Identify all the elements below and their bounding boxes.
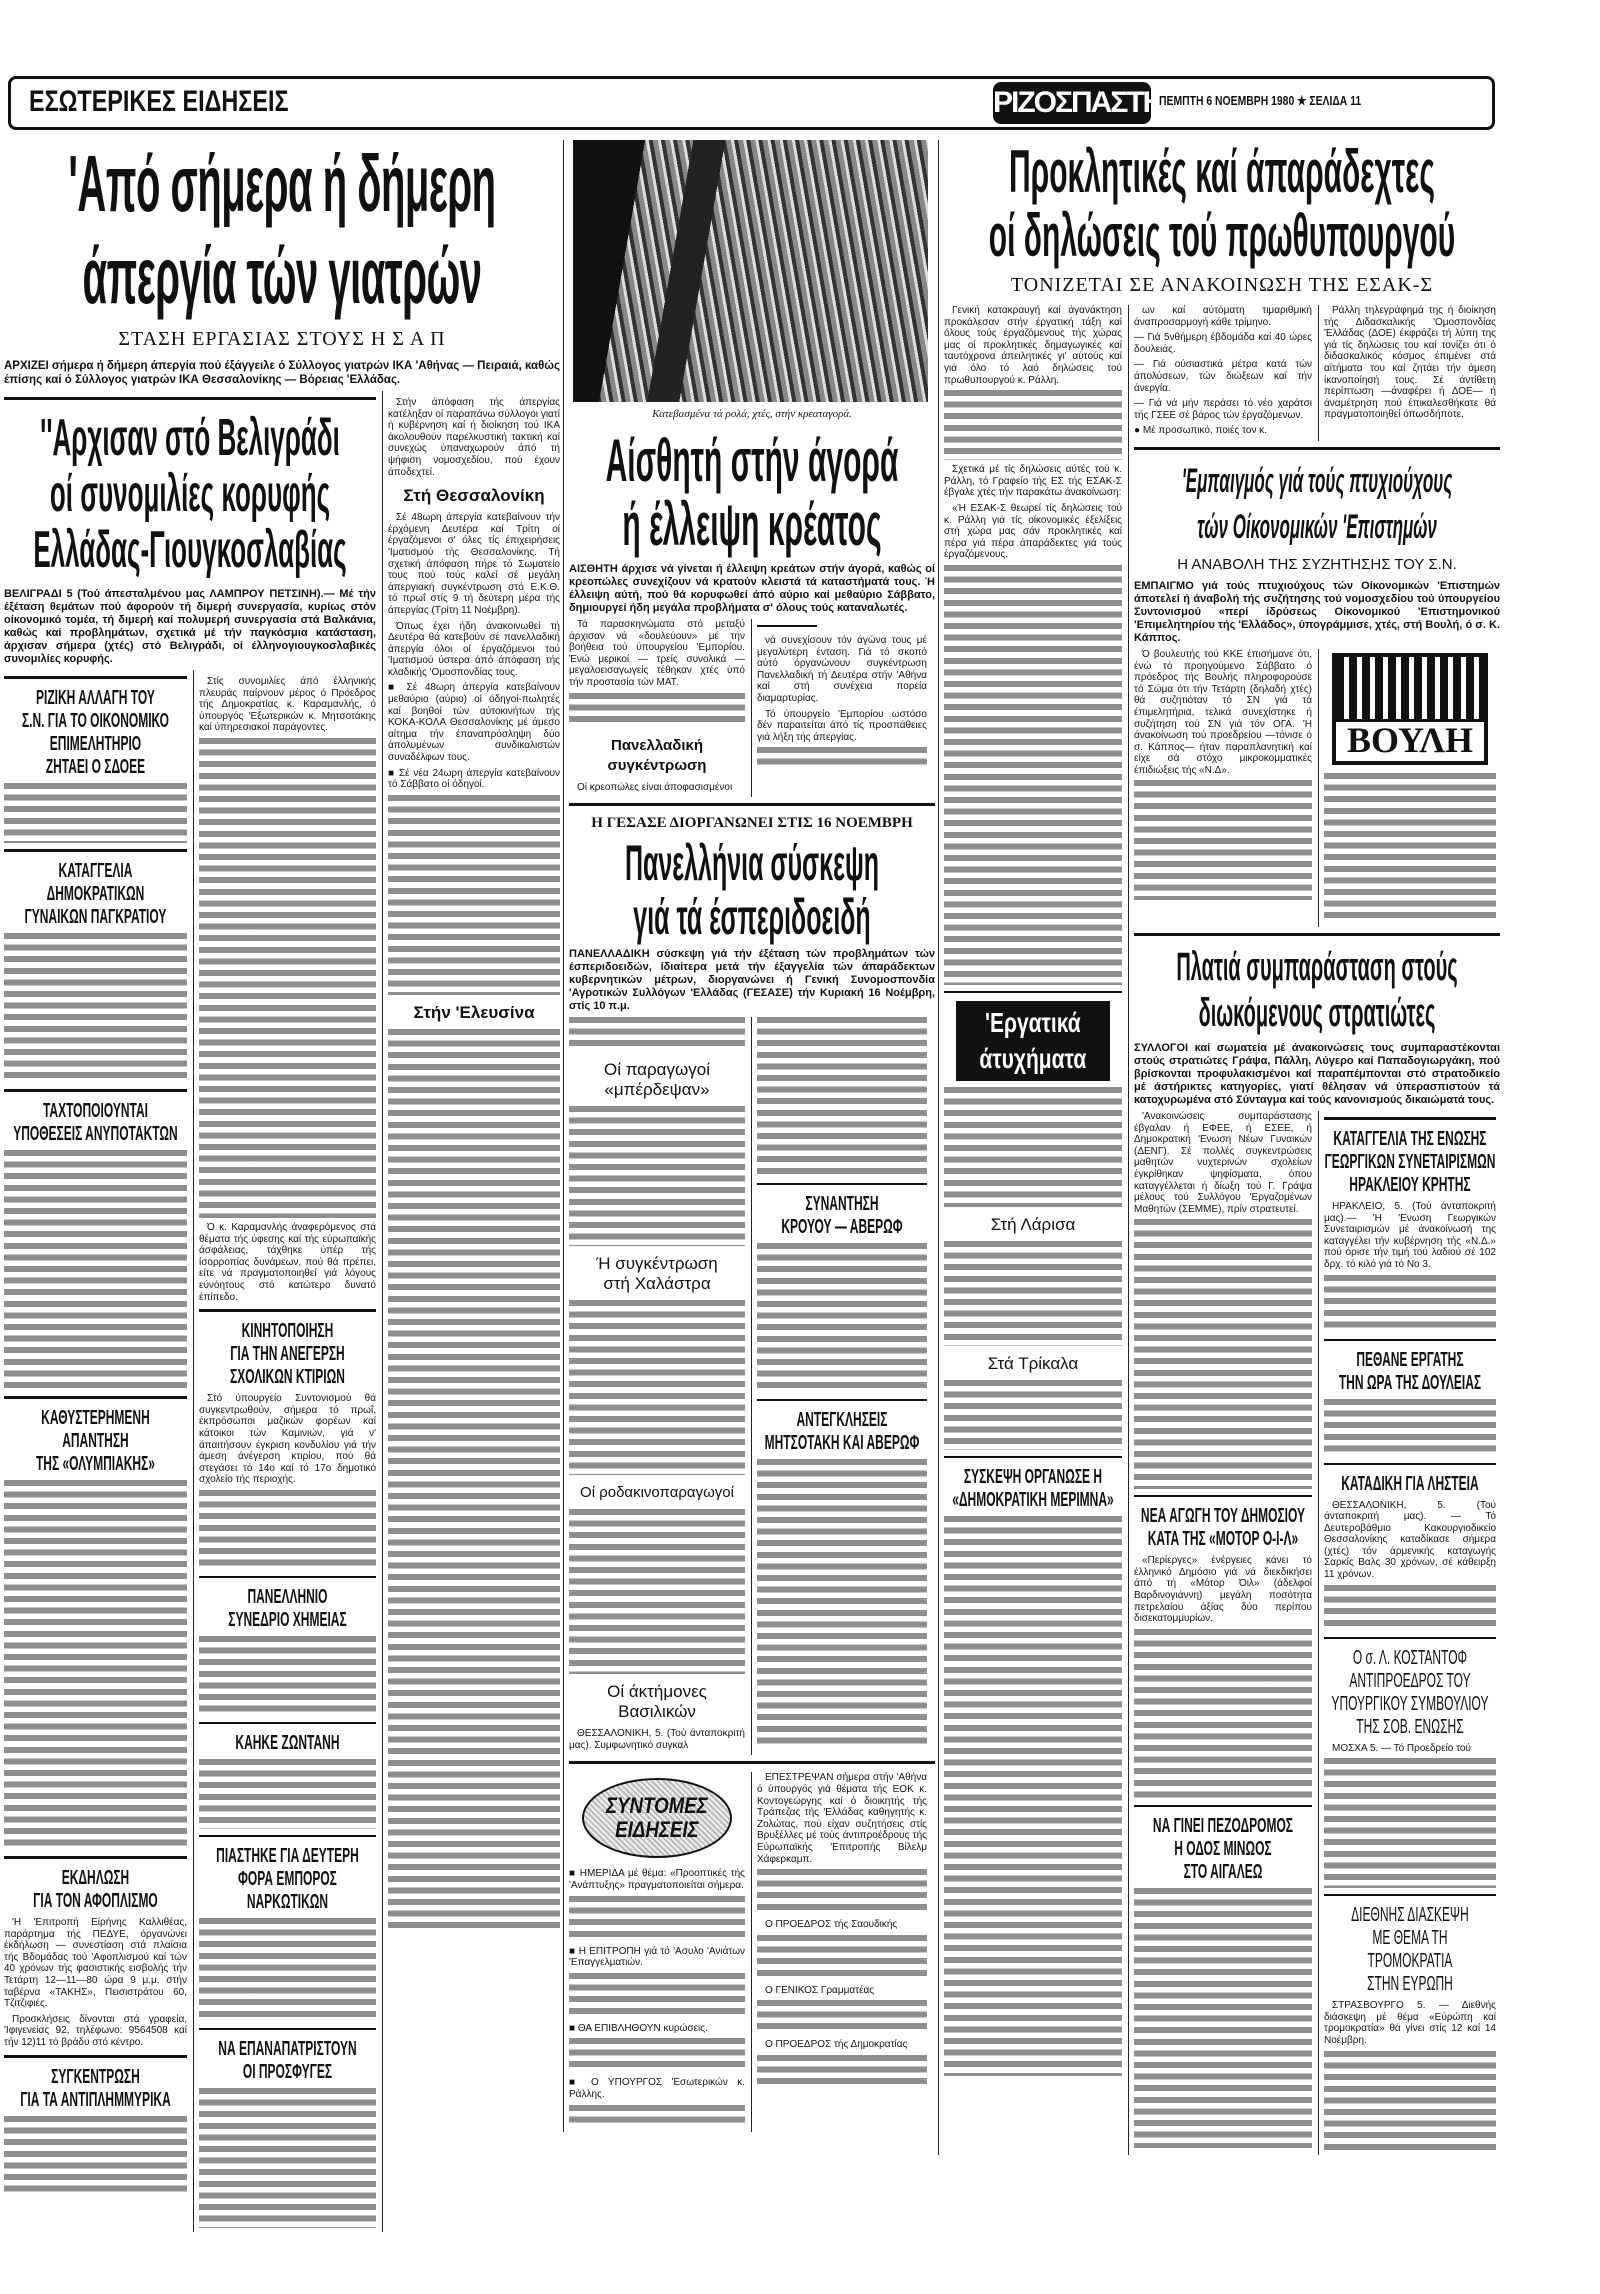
short-news-badge-label: ΣΥΝΤΟΜΕΣ ΕΙΔΗΣΕΙΣ <box>606 1793 708 1843</box>
headline: ΚΙΝΗΤΟΠΟΙΗΣΗ ΓΙΑ ΤΗΝ ΑΝΕΓΕΡΣΗ ΣΧΟΛΙΚΩΝ ΚΤΙΡΙΩΝ <box>230 1320 345 1389</box>
body-text <box>199 1759 376 1829</box>
body-text: Στίς συνομιλίες άπό έλληνικής πλευράς παίρνουν μέρος ό Πρόεδρος τής Δημοκρατίας κ. Καραμανλής, ό ύπουργός 'Εξωτερικών κ. Μητσοτάκης καί ύπηρεσιακοί παράγοντες. <box>199 676 376 734</box>
list-item: — Γιά ούσιαστικά μέτρα κατά τών άπολύσεων, τών διώξεων καί τήν άνεργία. <box>1134 359 1312 394</box>
lead-paragraph: ΑΡΧΙΖΕΙ σήμερα ή δήμερη άπεργία πού έξάγγειλε ό Σύλλογος γιατρών ΙΚΑ 'Αθήνας — Πειραιά, καθώς έπίσης καί ό Σύλλογος γιατρών ΙΚΑ Θεσσαλονίκης — Βόρειας 'Ελλάδας. <box>4 360 560 386</box>
divider <box>944 1456 1122 1458</box>
body-text <box>1324 1758 1496 1888</box>
body-text: Οί κρεοπώλες είναι άποφασισμένοι <box>577 781 733 793</box>
headline: ΝΕΑ ΑΓΩΓΗ ΤΟΥ ΔΗΜΟΣΙΟΥ ΚΑΤΑ ΤΗΣ «ΜΟΤΟΡ Ο-Ι-Λ» <box>1140 1505 1306 1551</box>
body-text: Όπως έχει ήδη άνακοινωθεί τή Δευτέρα θά κατεβούν σέ πανελλαδική άπεργία όλοι οί έργαζόμενοι τού 'Ιματισμού ύστερα άπό άπόφαση τής κλαδικής 'Ομοσπονδίας τους. <box>388 620 560 678</box>
news-item: ■ Η ΕΠΙΤΡΟΠΗ γιά τό 'Ασυλο 'Ανιάτων 'Επαγγελματιών. <box>569 1945 745 1969</box>
column-2 <box>193 670 376 2232</box>
vouli-logo <box>1332 653 1488 765</box>
body-text <box>4 783 187 843</box>
lead-paragraph: ΑΙΣΘΗΤΗ άρχισε νά γίνεται ή έλλειψη κρεάτων στήν άγορά, καθώς οί κρεοπώλες συνεχίζουν νά κρατούν κλειστά τά καταστήματά τους. Ή έλλειψη αύτή, πού θά κορυφωθεί άπό αύριο καί μεθαύριο Σάββατο, δημιουργεί ήδη μεγάλα προβλήματα σ' όλους τούς καταναλωτές. <box>569 563 935 614</box>
divider <box>1324 1339 1496 1341</box>
divider <box>4 2055 187 2058</box>
body-text <box>944 565 1122 985</box>
body-text: «Ή ΕΣΑΚ-Σ θεωρεί τίς δηλώσεις τού κ. Ράλλη γιά τίς οίκονομικές έξελίξεις στή χώρα μας σάν προκλητικές καί πέρα γιά πέρα άπαράδεκτες γιά τούς έργαζόμενους. <box>944 502 1122 561</box>
headline: ΕΚΔΗΛΩΣΗ ΓΙΑ ΤΟΝ ΑΦΟΠΛΙΣΜΟ <box>33 1867 158 1912</box>
headline: ΠΙΑΣΤΗΚΕ ΓΙΑ ΔΕΥΤΕΡΗ ΦΟΡΑ ΕΜΠΟΡΟΣ ΝΑΡΚΩΤΙΚΩΝ <box>216 1844 359 1913</box>
body-text <box>1324 2051 1496 2151</box>
photo-caption: Κατεβασμένα τά ρολά, χτές, στήν κρεαταγορά. <box>652 408 852 420</box>
article-meat-shortage <box>569 429 935 615</box>
body-text <box>4 1150 187 1390</box>
body-text: Στό ύπουργείο Συντονισμού θά συγκεντρωθούν, σήμερα τό πρωΐ, έκπρόσωποι μαζικών φορέων καί κάτοικοι τών Καμινιών, γιά ν' άπαιτήσουν έγκριση κονδυλίου γιά τήν άμεση άνέγερση κτιρίου, πού θά στεγάσει τό 14ο καί τό 17ο δημοτικό σχολείο τής περιοχής. <box>199 1393 376 1486</box>
article-belgrade-summit <box>4 397 376 666</box>
body-text <box>1134 1629 1312 1799</box>
body-text <box>757 1243 927 1393</box>
body-text <box>199 2088 376 2228</box>
body-text <box>569 1973 745 2019</box>
body-text: Τό ύπουργείο 'Εμπορίου ωστόσο δέν παραιτείται άπό τίς προσπάθειες γιά λήξη τής άπεργίας. <box>757 708 927 743</box>
headline: ''Αρχισαν στό Βελιγράδι οί συνομιλίες κορυφής Ελλάδας-Γιουγκοσλαβίας <box>33 409 347 579</box>
body-text <box>4 2116 187 2196</box>
headline: ΡΙΖΙΚΗ ΑΛΛΑΓΗ ΤΟΥ Σ.Ν. ΓΙΑ ΤΟ ΟΙΚΟΝΟΜΙΚΟ ΕΠΙΜΕΛΗΤΗΡΙΟ ΖΗΤΑΕΙ Ο ΣΔΟΕΕ <box>21 687 170 778</box>
subhead: Στήν 'Ελευσίνα <box>413 1002 535 1022</box>
body-text: Ό κ. Καραμανλής άναφερόμενος στά θέματα τής ύφεσης καί τής εύρωπαϊκής άσφάλειας, τάχθηκε ύπέρ τής ίσορροπίας δυνάμεων, πού θά πρέπει, είτε νά πραγματοποιηθεί γιά λόγους εύνόητους στό κατώτερο δυνατό έπίπεδο. <box>199 1221 376 1303</box>
body-text <box>1134 1219 1312 1489</box>
body-text <box>944 1087 1122 1207</box>
body-text <box>944 1241 1122 1346</box>
column-7-bottom <box>1134 1111 1312 2155</box>
headline: ΚΑΤΑΓΓΕΛΙΑ ΤΗΣ ΕΝΩΣΗΣ ΓΕΩΡΓΙΚΩΝ ΣΥΝΕΤΑΙΡΙΣΜΩΝ ΗΡΑΚΛΕΙΟΥ ΚΡΗΤΗΣ <box>1324 1127 1496 1196</box>
column-8-top <box>1318 305 1496 441</box>
article-economists <box>1134 447 1500 645</box>
body-text <box>757 1869 927 1915</box>
body-text: ΘΕΣΣΑΛΟΝΙΚΗ, 5. (Τού άνταποκριτή μας). — Τό Δευτεροβάθμιο Κακουργιοδικείο Θεσσαλονίκης καταδίκασε σήμερα (χτές) τόν άρμενικής καταγωγής Σαρκίς Βαλς 30 χρόνων, σέ κάθειρξη 11 χρόνων. <box>1324 1499 1496 1581</box>
date-line: ΠΕΜΠΤΗ 6 ΝΟΕΜΒΡΗ 1980 ★ ΣΕΛΙΔΑ 11 <box>1159 93 1362 108</box>
body-text: 'Ανακοινώσεις συμπαράστασης έβγαλαν ή ΕΦΕΕ, ή ΕΣΕΕ, ή Δημοκρατική 'Ενωση Νέων Γυναικών (ΔΕΝΓ). Σέ πολλές συγκεντρώσεις μαθητών νυχτερινών σχολείων έγκρίθηκαν ψηφίσματα, όπου καταγγέλλεται ή δίωξη τού Γ. Γράψα μέλους τού Συλλόγου 'Εργαζομένων Μαθητών (ΣΕΜΜΕ), πρίν στρατευτεί. <box>1134 1110 1312 1215</box>
body-text <box>4 933 187 1083</box>
body-text <box>199 738 376 1218</box>
body-text <box>757 2000 927 2035</box>
column-1 <box>4 670 187 2232</box>
body-text: 'Η 'Επιτροπή Είρήνης Καλλιθέας, παράρτημα τής ΠΕΔΥΕ, όργανώνει έκδήλωση — συνεστίαση στά πλαίσια τής Βδομάδας τού 'Αφοπλισμού καί τών 40 χρόνων τής φασιστικής εισβολής τήν Τετάρτη 12—11—80 ώρα 9 μ.μ. στήν ταβέρνα «ΤΑΚΗΣ», Πεισιστράτου 60, Τζιτζιφιές. <box>4 1917 187 2010</box>
body-text: «Περίεργες» ένέργειες κάνει τό έλληνικό Δημόσιο γιά νά διεκδικήσει άπό τή «Μότορ Όιλ» (άδελφοί Βαρδινογιάννη) μεγάλη ποσότητα πετρελαίου άξίας δύο περίπου δισεκατομμυρίων. <box>1134 1555 1312 1625</box>
divider <box>1324 1463 1496 1465</box>
body-text <box>944 1380 1122 1450</box>
body-text <box>1324 1585 1496 1631</box>
divider <box>757 1183 927 1185</box>
column-7-mid <box>1134 649 1312 927</box>
column-4b <box>569 1017 745 1755</box>
body-text: Ο ΓΕΝΙΚΟΣ Γραμματέας <box>765 1984 875 1996</box>
middle-region <box>563 140 935 2132</box>
body-text <box>1324 773 1496 923</box>
article-soldiers <box>1134 933 1500 1107</box>
divider <box>4 1089 187 1092</box>
right-region <box>938 140 1500 2155</box>
divider <box>4 1396 187 1399</box>
body-text <box>1324 1399 1496 1457</box>
subhead: Ή συγκέντρωση στή Χαλάστρα <box>596 1254 718 1294</box>
body-text <box>757 2055 927 2090</box>
divider <box>4 397 376 400</box>
divider <box>1134 1805 1312 1807</box>
body-text <box>569 2038 745 2073</box>
list-item: — Γιά 5νθήμερη έβδομάδα καί 40 ώρες δουλειάς. <box>1134 332 1312 355</box>
column-8-bottom <box>1318 1111 1496 2155</box>
list-item: — Γιά νά μήν περάσει τό νέο χαράτσι τής ΓΣΕΕ σέ βάρος τών έργαζόμενων. <box>1134 398 1312 421</box>
body-text: Τά παρασκηνώματα στό μεταξύ άρχισαν νά «δουλεύουν» μέ τήν βοήθεια τού ύπουργείου 'Εμπορίου. Ένώ μερικοί — τρείς συνολικά — μεγαλοεισαγωγείς τέθηκαν χτές ύπό τήν προστασία τών ΜΑΤ. <box>569 619 745 688</box>
headline: άπεργία τών γιατρών <box>82 231 482 320</box>
headline: ΚΑΤΑΔΙΚΗ ΓΙΑ ΛΗΣΤΕΙΑ <box>1341 1472 1479 1495</box>
lead-paragraph: ΠΑΝΕΛΛΑΔΙΚΗ σύσκεψη γιά τήν έξέταση τών προβλημάτων τών έσπεριδοειδών, ίδιαίτερα μετά τήν έξαγγελία τών άπαράδεκτων κυβερνητικών μέτρων, διοργανώνει ή Γενική Συνομοσπονδία 'Αγροτικών Συλλόγων 'Ελλάδας (ΓΕΣΑΣΕ) τήν Κυριακή 16 Νοέμβρη, στίς 10 π.μ. <box>569 948 935 1013</box>
divider <box>1324 1894 1496 1896</box>
news-item: ■ Ο ΥΠΟΥΡΓΟΣ 'Εσωτερικών κ. Ράλλης. <box>569 2077 745 2100</box>
body-text: ΗΡΑΚΛΕΙΟ, 5. (Τού άνταποκριτή μας).— 'Η 'Ενωση Γεωργικών Συνεταιρισμών μέ άνακοίνωσή της καταγγέλει τήν κυβέρνηση τής «Ν.Δ.» πού όρισε τήν τιμή τού λαδιού σέ 102 δρχ. τό κιλό γιά τό Νο 3. <box>1324 1200 1496 1270</box>
list-item: ● Μέ προσωπικό, ποιές τον κ. <box>1134 425 1268 437</box>
body-text <box>569 2105 745 2128</box>
divider <box>757 625 817 627</box>
divider <box>1134 1495 1312 1497</box>
body-text <box>757 747 927 770</box>
divider <box>199 1576 376 1578</box>
body-text <box>569 1896 745 1942</box>
accidents-title: 'Εργατικά άτυχήματα <box>979 1006 1087 1074</box>
headline: 'Από σήμερα ή δήμερη <box>68 139 496 228</box>
divider <box>569 803 935 806</box>
headline: ΚΑΘΥΣΤΕΡΗΜΕΝΗ ΑΠΑΝΤΗΣΗ ΤΗΣ «ΟΛΥΜΠΙΑΚΗΣ» <box>35 1407 155 1475</box>
article-pm-statements <box>944 140 1500 297</box>
body-text: ΕΠΕΣΤΡΕΨΑΝ σήμερα στήν 'Αθήνα ό ύπουργός γιά θέματα τής ΕΟΚ κ. Κοντογεώργης καί ό διοικητής τής Τράπεζας τής 'Ελλάδας καθηγητής κ. Ζολώτας, πού είχαν συζητήσεις στίς Βρυξέλλες μέ τούς άντιπροέδρους τής Εύρωπαϊκής 'Επιτροπής Βίλελμ Χάφερκαμπ. <box>757 1772 927 1865</box>
subheadline: ΣΤΑΣΗ ΕΡΓΑΣΙΑΣ ΣΤΟΥΣ Η Σ Α Π <box>118 328 446 350</box>
headline: ΣΥΓΚΕΝΤΡΩΣΗ ΓΙΑ ΤΑ ΑΝΤΙΠΛΗΜΜΥΡΙΚΑ <box>20 2065 171 2111</box>
body-text: Σχετικά μέ τίς δηλώσεις αύτές τού κ. Ράλλη, τό Γραφείο τής ΕΣ τής ΕΣΑΚ-Σ έβγαλε χτές τήν παρακάτω άνακοίνωση: <box>944 464 1122 499</box>
body-text: ΣΤΡΑΣΒΟΥΡΓΟ 5. — Διεθνής διάσκεψη μέ θέμα «Εύρώπη καί τρομοκρατία» θά γίνει στίς 12 καί 14 Νοέμβρη. <box>1324 2000 1496 2047</box>
subheadline: Η ΑΝΑΒΟΛΗ ΤΗΣ ΣΥΖΗΤΗΣΗΣ ΤΟΥ Σ.Ν. <box>1177 555 1457 573</box>
headline: ΣΥΝΑΝΤΗΣΗ ΚΡΟΥΟΥ — ΑΒΕΡΩΦ <box>781 1193 903 1239</box>
body-text <box>4 1480 187 1850</box>
divider <box>1134 447 1500 450</box>
subhead: Οί άκτήμονες Βασιλικών <box>607 1682 707 1722</box>
headline: ΠΕΘΑΝΕ ΕΡΓΑΤΗΣ ΤΗΝ ΩΡΑ ΤΗΣ ΔΟΥΛΕΙΑΣ <box>1338 1348 1482 1394</box>
body-text: ΜΟΣΧΑ 5. — Τό Προεδρείο τού <box>1332 1742 1471 1754</box>
column-5 <box>751 619 927 797</box>
body-text <box>757 1935 927 1981</box>
lead-paragraph: ΒΕΛΙΓΡΑΔΙ 5 (Τού άπεσταλμένου μας ΛΑΜΠΡΟΥ ΠΕΤΣΙΝΗ).— Μέ τήν έξέταση θεμάτων πού άφορούν τή διμερή συνεργασία, κυρίως στόν οίκονομικό τομέα, τή διμερή καί πολυμερή συνεργασία στά Βαλκάνια, καθώς καί προβλημάτων, σχετικά μέ τήν παγκόσμια κατάσταση, άρχισαν σήμερα (χτές) στό Βελιγράδι, οί έλληνογιουγκοσλαβικές συνομιλίες κορυφής. <box>4 588 376 665</box>
headline: ΣΥΣΚΕΨΗ ΟΡΓΑΝΩΣΕ Η «ΔΗΜΟΚΡΑΤΙΚΗ ΜΕΡΙΜΝΑ» <box>952 1465 1114 1511</box>
column-5b <box>751 1017 927 1755</box>
body-text: Ό βουλευτής τού ΚΚΕ έπισήμανε ότι, ένώ τό προηγούμενο Σάββατο ό πρόεδρος τής Βουλής πληροφορούσε τό Σώμα ότι τήν Τετάρτη (δηλαδή χτές) θά συζητιόταν τό ΣΝ γιά τά έπιμελητήρια, τελικά συνεχίστηκε ή συζήτηση τού ΣΝ γιά τόν ΟΓΑ. 'Η άνακοίνωση τού προεδρείου —τόνισε ό σ. Κάππος— ήταν παραπλανητική καί είχε σά στόχο μικροκομματικές έπιδιώξεις τής «Ν.Δ». <box>1134 648 1312 776</box>
divider <box>944 991 1122 993</box>
body-text <box>944 1516 1122 2076</box>
body-text: νά συνεχίσουν τόν άγώνα τους μέ μεγαλύτερη ένταση. Γιά τό σκοπό αύτό όργανώνουν συγκέντρωση Πανελλαδική τή Δευτέρα στήν 'Αθήνα καί στή συνέχεια πορεία διαμαρτυρίας. <box>757 635 927 704</box>
headline: Προκλητικές καί άπαράδεχτες οί δηλώσεις τού πρωθυπουργού <box>988 138 1456 269</box>
headline: ΠΑΝΕΛΛΗΝΙΟ ΣΥΝΕΔΡΙΟ ΧΗΜΕΙΑΣ <box>228 1585 347 1631</box>
headline: ΚΑΗΚΕ ΖΩΝΤΑΝΗ <box>235 1731 340 1754</box>
body-text <box>569 1509 745 1674</box>
headline: Ο σ. Λ. ΚΟΣΤΑΝΤΟΦ ΑΝΤΙΠΡΟΕΔΡΟΣ ΤΟΥ ΥΠΟΥΡΓΙΚΟΥ ΣΥΜΒΟΥΛΙΟΥ ΤΗΣ ΣΟΒ. ΕΝΩΣΗΣ <box>1331 1646 1489 1738</box>
subhead: Οί ροδακινοπαραγωγοί <box>580 1484 734 1502</box>
divider <box>1324 1637 1496 1639</box>
headline: ΤΑΧΤΟΠΟΙΟΥΝΤΑΙ ΥΠΟΘΕΣΕΙΣ ΑΝΥΠΟΤΑΚΤΩΝ <box>13 1100 178 1145</box>
divider <box>4 676 187 679</box>
left-region <box>4 140 560 2232</box>
subhead: Πανελλαδική συγκέντρωση <box>607 736 707 774</box>
column-4 <box>569 619 745 797</box>
headline: Αίσθητή στήν άγορά ή έλλειψη κρέατος <box>605 427 899 558</box>
news-item: ■ ΗΜΕΡΙΔΑ μέ θέμα: «Προοπτικές τής 'Ανάπτυξης» πραγματοποιείται σήμερα. <box>569 1868 745 1891</box>
vouli-logo-text: ΒΟΥΛΗ <box>1346 719 1474 760</box>
body-text <box>1324 1275 1496 1333</box>
divider <box>1134 933 1500 936</box>
divider <box>199 1309 376 1312</box>
column-6 <box>944 305 1122 2155</box>
section-title: ΕΣΩΤΕΡΙΚΕΣ ΕΙΔΗΣΕΙΣ <box>29 85 289 118</box>
article-doctors-strike <box>4 140 560 387</box>
body-text: Προσκλήσεις δίνονται στά γραφεία, 'Ιφιγενείας 92, τηλέφωνο: 9564508 καί τήν 12)11 τό βράδυ στό κέντρο. <box>4 2013 187 2048</box>
body-text <box>199 1918 376 2022</box>
divider <box>1324 1117 1496 1120</box>
article-citrus-meeting <box>569 803 935 1013</box>
subhead: Στή Θεσσαλονίκη <box>403 486 545 506</box>
body-text: Ο ΠΡΟΕΔΡΟΣ τής Δημοκρατίας <box>765 2039 908 2051</box>
body-text <box>388 1029 560 1929</box>
accidents-box <box>956 1001 1110 1081</box>
divider <box>199 1722 376 1724</box>
divider <box>199 2028 376 2030</box>
divider <box>569 1761 935 1764</box>
body-text <box>944 390 1122 460</box>
body-text <box>388 795 560 995</box>
short-news-badge <box>582 1778 732 1858</box>
divider <box>199 1835 376 1837</box>
column-8-mid <box>1318 649 1496 927</box>
news-item: ■ ΘΑ ΕΠΙΒΛΗΘΟΥΝ κυρώσεις. <box>569 2022 708 2034</box>
subhead: Οί παραγωγοί «μπέρδεψαν» <box>603 1060 711 1100</box>
body-text <box>199 1490 376 1570</box>
subhead: Στή Λάρισα <box>990 1214 1076 1234</box>
body-text <box>1134 1888 1312 2148</box>
headline: ΑΝΤΕΓΚΛΗΣΕΙΣ ΜΗΤΣΟΤΑΚΗ ΚΑΙ ΑΒΕΡΩΦ <box>764 1409 920 1455</box>
body-text <box>569 1106 745 1246</box>
headline: Πλατιά συμπαράσταση στούς διωκόμενους στρατιώτες <box>1176 944 1458 1035</box>
headline: ΔΙΕΘΝΗΣ ΔΙΑΣΚΕΨΗ ΜΕ ΘΕΜΑ ΤΗ ΤΡΟΜΟΚΡΑΤΙΑ ΣΤΗΝ ΕΥΡΩΠΗ <box>1351 1904 1469 1996</box>
column-3 <box>382 391 560 2232</box>
meat-market-photo <box>573 140 928 402</box>
body-text: ■ Σέ νέα 24ωρη άπεργία κατεβαίνουν τό Σάββατο οί όδηγοί. <box>388 767 560 791</box>
body-text <box>569 693 745 728</box>
body-text <box>199 1636 376 1716</box>
body-text: Σέ 48ωρη άπεργία κατεβαίνουν τήν έρχόμενη Δευτέρα καί Τρίτη οί έργαζόμενοι σ' όλες τίς έπιχειρήσεις 'Ιματισμού τής Θεσσαλονίκης. Τή σχετική άπόφαση πήρε τό Σωματείο τους πού τούς καλεί σέ μεγάλη άπεργιακή συγκέντρωση στό Ε.Κ.Θ. τό πρωΐ στίς 9 τή δεύτερη μέρα τής άπεργίας (Τρίτη 11 Νοέμβρη). <box>388 512 560 616</box>
body-text <box>757 1459 927 1749</box>
body-text: ΘΕΣΣΑΛΟΝΙΚΗ, 5. (Τού άνταποκριτή μας). Συμφωνητικό συγκαλ <box>569 1728 745 1751</box>
body-text <box>569 1300 745 1475</box>
headline: 'Εμπαιγμός γιά τούς πτυχιούχους τών Οίκονομικών 'Επιστημών <box>1181 461 1453 546</box>
headline: ΚΑΤΑΓΓΕΛΙΑ ΔΗΜΟΚΡΑΤΙΚΩΝ ΓΥΝΑΙΚΩΝ ΠΑΓΚΡΑΤΙΟΥ <box>24 860 167 928</box>
column-5c <box>751 1772 927 2131</box>
body-text: ων καί αύτόματη τιμαριθμική άναπροσαρμογή κάθε τρίμηνο. <box>1134 305 1312 328</box>
lead-paragraph: ΕΜΠΑΙΓΜΟ γιά τούς πτυχιούχους τών Οίκονομικών 'Επιστημών άποτελεί ή άναβολή τής συζήτησης τού νομοσχεδίου τού ύπουργείου Συντονισμού «περί ίδρύσεως Οίκονομικού 'Επιστημονικού 'Επιμελητηρίου τής 'Ελλάδος», ύπογράμμισε, χτές, στή Βουλή, ό σ. Κ. Κάππος. <box>1134 579 1500 644</box>
divider <box>4 849 187 852</box>
headline: Πανελλήνια σύσκεψη γιά τά έσπεριδοειδή <box>624 835 880 946</box>
subheadline: ΤΟΝΙΖΕΤΑΙ ΣΕ ΑΝΑΚΟΙΝΩΣΗ ΤΗΣ ΕΣΑΚ-Σ <box>1010 274 1434 296</box>
headline: ΝΑ ΕΠΑΝΑΠΑΤΡΙΣΤΟΥΝ ΟΙ ΠΡΟΣΦΥΓΕΣ <box>218 2037 357 2083</box>
divider <box>4 1856 187 1859</box>
newspaper-logo: ΡΙΖΟΣΠΑΣΤΗΣ <box>993 82 1151 124</box>
body-text <box>569 1017 745 1052</box>
body-text <box>757 1017 927 1177</box>
body-text <box>1134 780 1312 900</box>
lead-paragraph: ΣΥΛΛΟΓΟΙ καί σωματεία μέ άνακοινώσεις τους συμπαραστέκονται στούς στρατιώτες Γράψα, Πάλλη, Λύγερο καί Παπαδογιωργάκη, πού βρίσκονται προφυλακισμένοι καί παραπέμπονται στό στρατοδικείο μέ άστήρικτες κατηγορίες, γιατί θέλησαν νά ύπερασπιστούν τά κατοχυρωμένα στό Σύνταγμα καί τούς κανονισμούς δικαιώματά τους. <box>1134 1041 1500 1106</box>
divider <box>757 1399 927 1401</box>
column-7-top <box>1134 305 1312 441</box>
short-news <box>569 1772 745 2131</box>
headline: ΝΑ ΓΙΝΕΙ ΠΕΖΟΔΡΟΜΟΣ Η ΟΔΟΣ ΜΙΝΩΟΣ ΣΤΟ ΑΙΓΑΛΕΩ <box>1152 1814 1293 1883</box>
body-text: Ράλλη τηλεγράφημά της ή διοίκηση τής Διδασκαλικής 'Ομοσπονδίας 'Ελλάδας (ΔΟΕ) έκφράζει τή λύπη της γιά τίς δηλώσεις του καί τονίζει ότι ό διδασκαλικός κόσμος έπιμένει στά αίτήματα του καί ζητάει τήν άμεση ίκανοποίησή τους. Σέ άντίθετη περίπτωση —άναφέρει ή ΔΟΕ— ή άναμέτρηση πού έπικαλεσθήκατε θά πραγματοποιηθεί όπωσδήποτε. <box>1324 305 1496 421</box>
kicker: Η ΓΕΣΑΣΕ ΔΙΟΡΓΑΝΩΝΕΙ ΣΤΙΣ 16 ΝΟΕΜΒΡΗ <box>591 815 913 832</box>
body-text: Στήν άπόφαση τής άπεργίας κατέληξαν οί παραπάνω σύλλογοι γιατί ή κυβέρνηση καί ή διοίκηση τού ΙΚΑ άκολουθούν παρελκυστική τακτική καί συνεχώς ύπαναχωρούν άπό τή ψήφιση νομοσχεδίου, πού έχουν άποδεχτεί. <box>388 397 560 478</box>
body-text: Γενική κατακραυγή καί άγανάκτηση προκάλεσαν στήν έργατική τάξη καί όλους τούς έργαζόμενους τής χώρας μας οί προκλητικές δημαγωγικές καί ταυτόχρονα άπειλητικές γι' αύτούς καί γιά όλο τό λαό δηλώσεις τού πρωθυπουργού κ. Ράλλη. <box>944 305 1122 386</box>
body-text: Ο ΠΡΟΕΔΡΟΣ τής Σαουδικής <box>765 1919 898 1931</box>
subhead: Στά Τρίκαλα <box>987 1353 1079 1373</box>
page-header <box>8 76 1495 130</box>
body-text: ■ Σέ 48ωρη άπεργία κατεβαίνουν μεθαύριο (αύριο) οί όδηγοί-πωλητές καί βοηθοί τών αύτοκινήτων τής ΚΟΚΑ-ΚΟΛΑ Θεσσαλονίκης μέ άμεσο αίτημα τήν έπαναπρόσληψη δύο άπολυμένων συνδικαλιστών συναδέλφων τους. <box>388 682 560 764</box>
